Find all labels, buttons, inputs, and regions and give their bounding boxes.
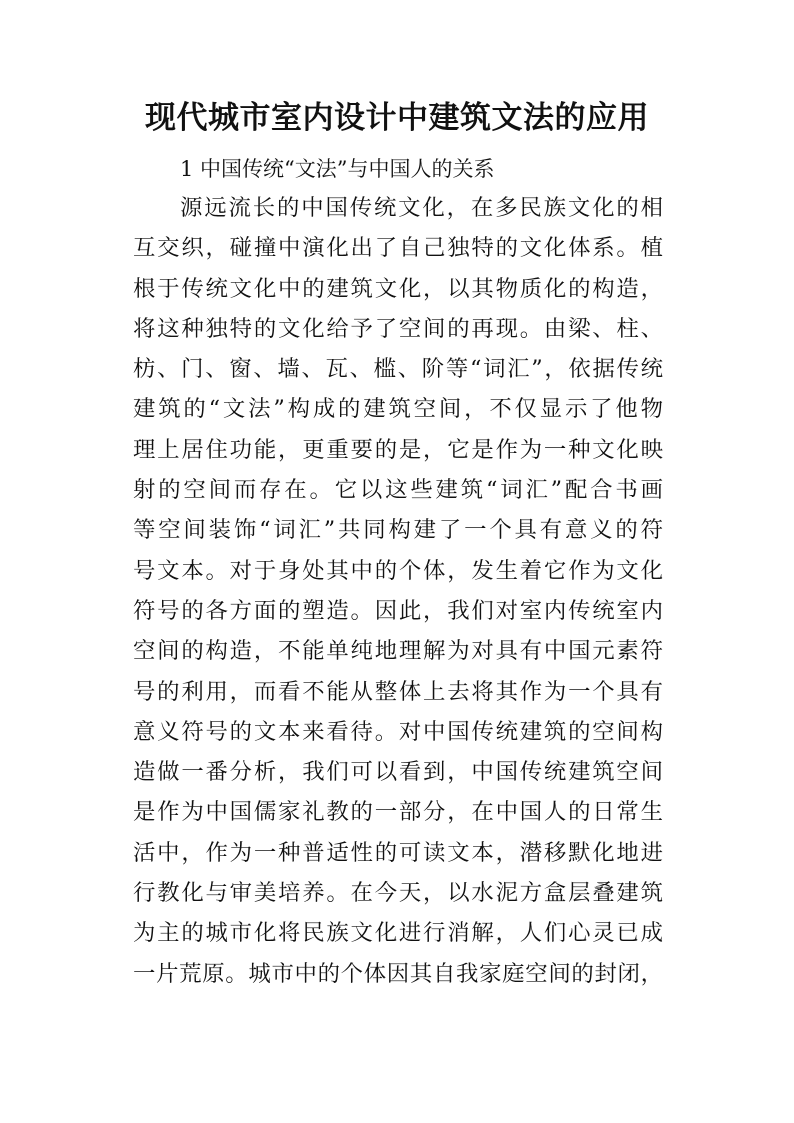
paragraph-line: 枋、门、窗、墙、瓦、槛、阶等“词汇”，依据传统 bbox=[133, 356, 663, 383]
paragraph-line: 是作为中国儒家礼教的一部分，在中国人的日常生 bbox=[133, 799, 663, 826]
paragraph-line: 活中，作为一种普适性的可读文本，潜移默化地进 bbox=[133, 839, 663, 866]
paragraph-line: 为主的城市化将民族文化进行消解，人们心灵已成 bbox=[133, 920, 663, 947]
section-heading: 1 中国传统“文法”与中国人的关系 bbox=[180, 157, 495, 181]
paragraph-line: 互交织，碰撞中演化出了自己独特的文化体系。植 bbox=[133, 235, 663, 262]
paragraph-line: 符号的各方面的塑造。因此，我们对室内传统室内 bbox=[133, 597, 663, 624]
document-title: 现代城市室内设计中建筑文法的应用 bbox=[145, 100, 649, 136]
paragraph-line: 建筑的“文法”构成的建筑空间，不仅显示了他物 bbox=[133, 396, 663, 423]
paragraph-line: 源远流长的中国传统文化，在多民族文化的相 bbox=[180, 195, 663, 221]
paragraph-line: 意义符号的文本来看待。对中国传统建筑的空间构 bbox=[133, 718, 663, 745]
body-paragraph bbox=[133, 188, 663, 994]
paragraph-line: 射的空间而存在。它以这些建筑“词汇”配合书画 bbox=[133, 477, 663, 504]
paragraph-line: 号的利用，而看不能从整体上去将其作为一个具有 bbox=[133, 678, 663, 705]
paragraph-line: 等空间装饰“词汇”共同构建了一个具有意义的符 bbox=[133, 517, 663, 544]
paragraph-line: 号文本。对于身处其中的个体，发生着它作为文化 bbox=[133, 557, 663, 584]
paragraph-line: 空间的构造，不能单纯地理解为对具有中国元素符 bbox=[133, 638, 663, 665]
paragraph-line: 理上居住功能，更重要的是，它是作为一种文化映 bbox=[133, 436, 663, 463]
paragraph-line: 行教化与审美培养。在今天，以水泥方盒层叠建筑 bbox=[133, 880, 663, 907]
paragraph-line: 根于传统文化中的建筑文化，以其物质化的构造， bbox=[133, 275, 663, 302]
paragraph-line: 造做一番分析，我们可以看到，中国传统建筑空间 bbox=[133, 759, 663, 786]
paragraph-line: 将这种独特的文化给予了空间的再现。由梁、柱、 bbox=[133, 315, 663, 342]
paragraph-line: 一片荒原。城市中的个体因其自我家庭空间的封闭， bbox=[133, 960, 663, 987]
